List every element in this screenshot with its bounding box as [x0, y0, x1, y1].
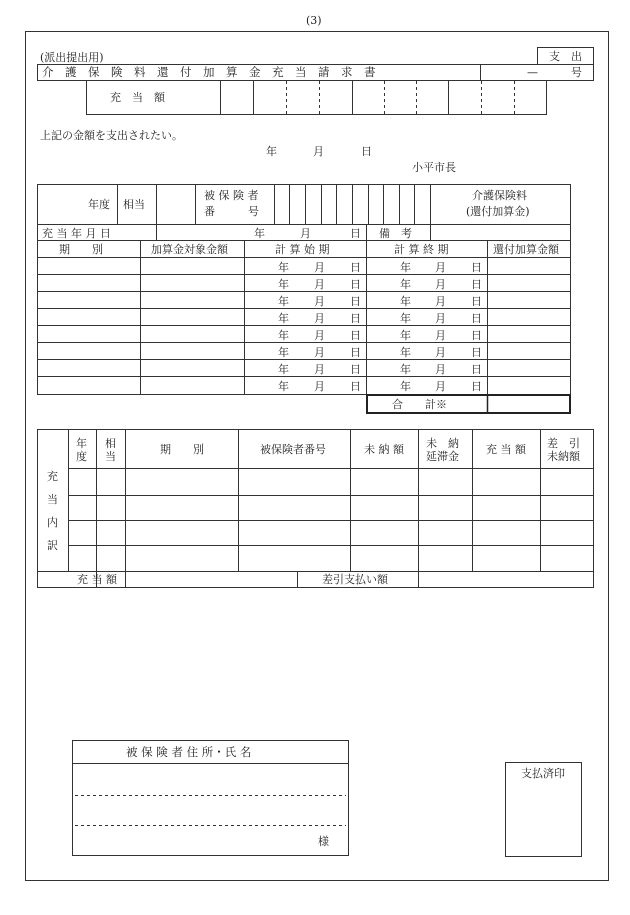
alloc-col-equivalent: 相 当 [105, 437, 116, 463]
payment-stamp-label: 支払済印 [521, 767, 565, 780]
allocation-date-month: 月 [300, 227, 311, 240]
calc-row-start-month: 月 [314, 295, 325, 308]
equivalent-label: 相当 [123, 198, 145, 211]
mayor-label: 小平市長 [412, 161, 456, 174]
calc-row-start-day: 日 [350, 363, 361, 376]
calc-row-start-month: 月 [314, 312, 325, 325]
calc-header-target-amount: 加算金対象金額 [151, 243, 228, 256]
alloc-col-late-fee: 未 納 延滞金 [426, 437, 459, 463]
calc-row-start-year: 年 [278, 295, 289, 308]
alloc-col-period: 期 別 [160, 443, 204, 456]
fiscal-year-label: 年度 [88, 198, 110, 211]
calc-row-end-day: 日 [471, 295, 482, 308]
alloc-col-remaining: 差 引 未納額 [547, 437, 580, 463]
calc-row-end-year: 年 [400, 261, 411, 274]
calc-header-end: 計 算 終 期 [394, 243, 449, 256]
calc-row-start-day: 日 [350, 295, 361, 308]
address-box-honorific: 様 [318, 835, 329, 848]
date-month: 月 [313, 145, 324, 158]
calc-row-end-day: 日 [471, 312, 482, 325]
calc-header-period: 期 別 [59, 243, 103, 256]
calc-row-start-year: 年 [278, 380, 289, 393]
submit-label: (派出提出用) [40, 51, 104, 64]
calc-row-end-year: 年 [400, 295, 411, 308]
number-label: — 号 [527, 66, 582, 79]
calc-row-start-year: 年 [278, 261, 289, 274]
date-year: 年 [266, 145, 277, 158]
calc-row-end-year: 年 [400, 346, 411, 359]
calc-row-end-day: 日 [471, 329, 482, 342]
allocation-amount-label: 充 当 額 [110, 91, 165, 104]
alloc-side-char-1: 充 [47, 470, 58, 483]
alloc-side-char-4: 訳 [47, 539, 58, 552]
calc-row-start-month: 月 [314, 261, 325, 274]
remarks-label: 備 考 [379, 227, 412, 240]
calc-row-end-year: 年 [400, 278, 411, 291]
calc-row-start-year: 年 [278, 346, 289, 359]
request-text: 上記の金額を支出されたい。 [40, 129, 183, 142]
allocation-date-day: 日 [350, 227, 361, 240]
calc-row-start-month: 月 [314, 278, 325, 291]
calc-row-end-day: 日 [471, 346, 482, 359]
calc-row-end-month: 月 [435, 363, 446, 376]
insured-number-label-bottom: 番 号 [204, 205, 259, 218]
calc-row-end-year: 年 [400, 329, 411, 342]
calc-row-start-month: 月 [314, 363, 325, 376]
premium-label-top: 介護保険料 [472, 189, 527, 202]
expense-box-label: 支 出 [549, 50, 582, 63]
allocation-date-year: 年 [254, 227, 265, 240]
calc-row-start-year: 年 [278, 329, 289, 342]
calc-header-start: 計 算 始 期 [275, 243, 330, 256]
calc-row-start-month: 月 [314, 380, 325, 393]
calc-row-end-day: 日 [471, 278, 482, 291]
calc-row-start-day: 日 [350, 261, 361, 274]
calc-row-end-month: 月 [435, 278, 446, 291]
calc-row-start-day: 日 [350, 346, 361, 359]
alloc-col-fiscal-year: 年 度 [76, 437, 87, 463]
calc-row-start-day: 日 [350, 312, 361, 325]
calc-row-end-day: 日 [471, 380, 482, 393]
calc-row-start-day: 日 [350, 329, 361, 342]
calc-row-end-month: 月 [435, 295, 446, 308]
alloc-footer-allocated: 充 当 額 [77, 573, 117, 586]
calc-row-start-year: 年 [278, 312, 289, 325]
calc-row-end-year: 年 [400, 312, 411, 325]
calc-row-start-month: 月 [314, 346, 325, 359]
premium-label-bottom: (還付加算金) [466, 205, 530, 218]
calc-row-end-year: 年 [400, 363, 411, 376]
alloc-footer-payment: 差引支払い額 [322, 573, 388, 586]
calc-row-end-day: 日 [471, 261, 482, 274]
alloc-col-insured-number: 被保険者番号 [260, 443, 326, 456]
total-label: 合 計※ [392, 398, 447, 411]
alloc-col-unpaid: 未 納 額 [364, 443, 404, 456]
calc-row-end-month: 月 [435, 380, 446, 393]
calc-row-start-year: 年 [278, 278, 289, 291]
calc-row-start-day: 日 [350, 380, 361, 393]
calc-row-end-month: 月 [435, 312, 446, 325]
alloc-col-allocated: 充 当 額 [486, 443, 526, 456]
insured-number-label-top: 被 保 険 者 [204, 189, 259, 202]
calc-row-end-month: 月 [435, 329, 446, 342]
calc-row-start-month: 月 [314, 329, 325, 342]
alloc-side-char-2: 当 [47, 493, 58, 506]
calc-row-end-year: 年 [400, 380, 411, 393]
calc-row-start-day: 日 [350, 278, 361, 291]
form-title: 介 護 保 険 料 還 付 加 算 金 充 当 請 求 書 [42, 65, 376, 79]
calc-row-end-day: 日 [471, 363, 482, 376]
address-box-title: 被 保 険 者 住 所・氏 名 [126, 745, 252, 759]
alloc-side-char-3: 内 [47, 516, 58, 529]
calc-header-refund: 還付加算金額 [493, 243, 559, 256]
date-day: 日 [361, 145, 372, 158]
allocation-date-label: 充 当 年 月 日 [42, 227, 111, 240]
calc-row-end-month: 月 [435, 261, 446, 274]
calc-row-end-month: 月 [435, 346, 446, 359]
calc-row-start-year: 年 [278, 363, 289, 376]
page-number: (3) [306, 14, 322, 27]
